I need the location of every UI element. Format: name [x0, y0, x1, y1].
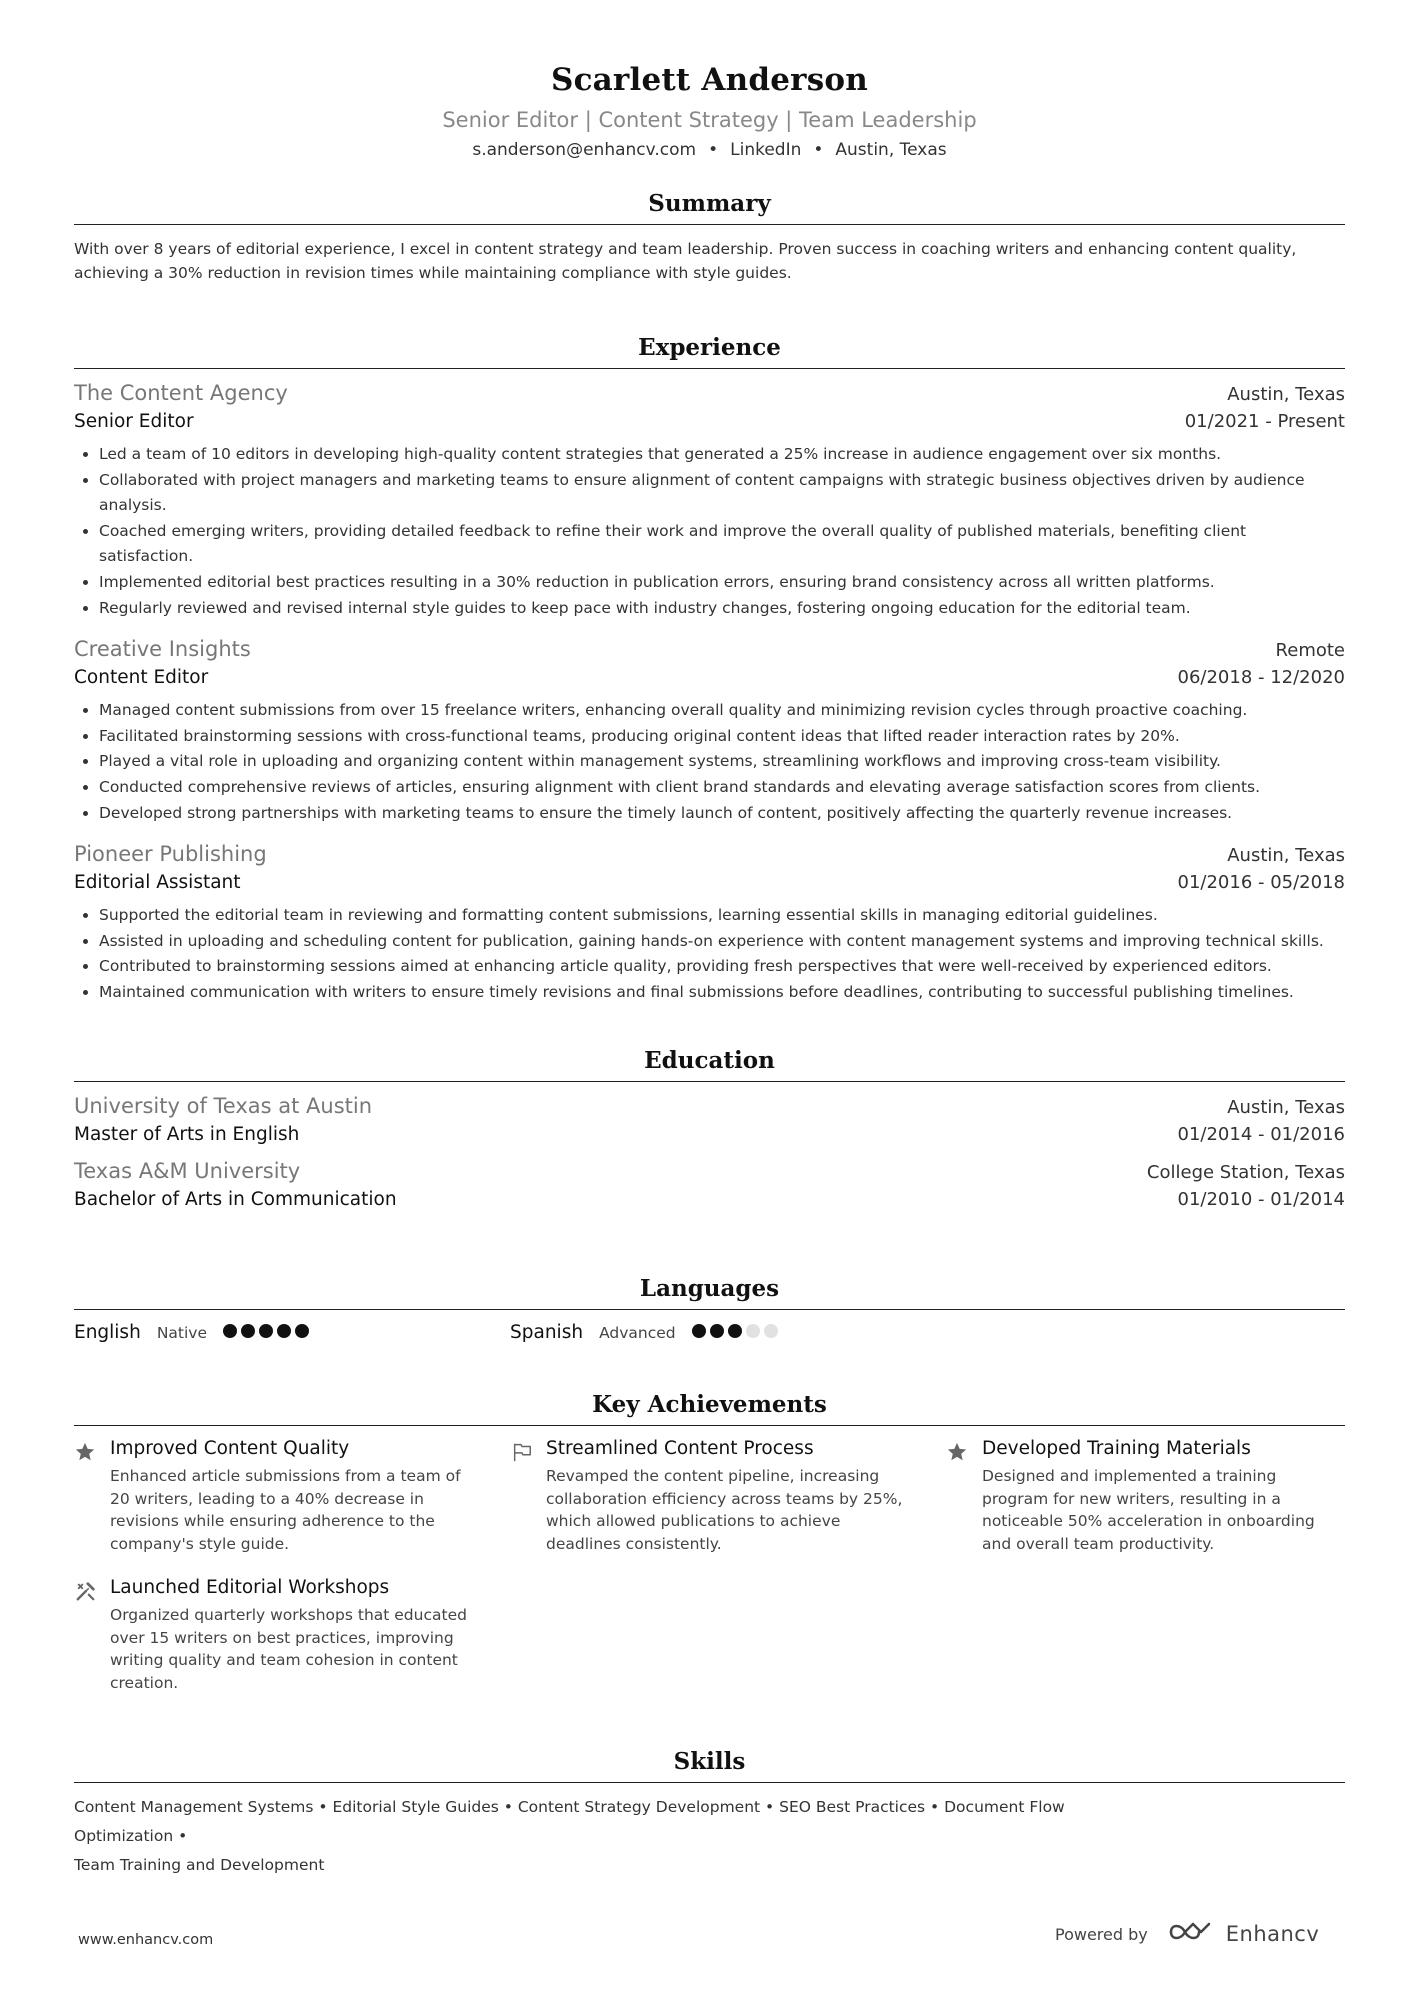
job-header-row	[74, 381, 1345, 405]
education-section	[74, 1047, 1345, 1210]
job-entry	[74, 637, 1345, 826]
degree-name: Bachelor of Arts in Communication	[74, 1189, 397, 1210]
skill-item: Document Flow Optimization	[74, 1798, 1065, 1845]
email-link[interactable]: s.anderson@enhancv.com	[472, 140, 697, 160]
achievement-description: Enhanced article submissions from a team of 20 writers, leading to a 40% decrease in revisions while ensuring adherence to the company's style guide.	[110, 1467, 461, 1553]
language-list	[74, 1322, 1345, 1343]
job-location: Remote	[1275, 640, 1345, 662]
experience-section	[74, 334, 1345, 1006]
rating-dot-filled	[692, 1324, 706, 1338]
achievement-title: Streamlined Content Process	[546, 1438, 814, 1459]
achievement-item	[74, 1438, 510, 1555]
job-company: Creative Insights	[74, 637, 251, 662]
job-header-row	[74, 842, 1345, 866]
job-bullet: • Developed strong partnerships with marketing teams to ensure the timely launch of content, positively affecting the quarterly revenue increases.	[99, 801, 1345, 827]
skill-separator: •	[760, 1798, 780, 1816]
achievement-title: Improved Content Quality	[110, 1438, 350, 1459]
achievement-body	[982, 1438, 1342, 1555]
job-role: Senior Editor	[74, 411, 194, 432]
achievement-item	[74, 1577, 510, 1694]
achievement-description: Organized quarterly workshops that educated over 15 writers on best practices, improving writing quality and team cohesion in content creation.	[110, 1606, 467, 1692]
achievements-title: Key Achievements	[74, 1391, 1345, 1426]
job-bullets	[74, 903, 1345, 1005]
achievement-item	[510, 1438, 946, 1555]
skills-section	[74, 1748, 1345, 1880]
location-text: Austin, Texas	[835, 140, 947, 160]
achievement-body	[546, 1438, 906, 1555]
language-item	[74, 1322, 510, 1343]
languages-title: Languages	[74, 1275, 1345, 1310]
job-bullet: • Regularly reviewed and revised internal style guides to keep pace with industry changes, fostering ongoing education for the editorial team.	[99, 596, 1345, 622]
rating-dot-filled	[728, 1324, 742, 1338]
enhancv-logo-icon	[1168, 1920, 1216, 1948]
candidate-name: Scarlett Anderson	[550, 62, 868, 98]
rating-dot-filled	[241, 1324, 255, 1338]
rating-dot-empty	[764, 1324, 778, 1338]
job-bullet: • Conducted comprehensive reviews of articles, ensuring alignment with client brand standards and elevating average satisfaction scores from clients.	[99, 775, 1345, 801]
rating-dot-filled	[223, 1324, 237, 1338]
job-dates: 06/2018 - 12/2020	[1177, 667, 1345, 689]
education-dates: 01/2014 - 01/2016	[1177, 1124, 1345, 1145]
job-header-row	[74, 637, 1345, 661]
skill-item: Editorial Style Guides	[332, 1798, 499, 1816]
job-entry	[74, 381, 1345, 621]
tools-icon	[74, 1577, 100, 1694]
achievements-section	[74, 1391, 1345, 1694]
rating-dot-filled	[277, 1324, 291, 1338]
summary-section	[74, 190, 1345, 285]
language-name: Spanish	[510, 1322, 584, 1343]
contact-separator: •	[708, 140, 719, 160]
language-name: English	[74, 1322, 141, 1343]
star-icon	[946, 1438, 972, 1555]
job-role-row	[74, 405, 1345, 432]
achievement-list	[74, 1438, 1345, 1694]
job-role-row	[74, 661, 1345, 688]
education-degree-row	[74, 1118, 1345, 1145]
rating-dot-filled	[259, 1324, 273, 1338]
job-bullet: • Contributed to brainstorming sessions aimed at enhancing article quality, providing fresh perspectives that were well-received by experienced editors.	[99, 954, 1345, 980]
footer-website[interactable]: www.enhancv.com	[78, 1932, 214, 1948]
skill-separator: •	[498, 1798, 518, 1816]
experience-title: Experience	[74, 334, 1345, 369]
job-bullet: • Supported the editorial team in reviewing and formatting content submissions, learning essential skills in managing editorial guidelines.	[99, 903, 1345, 929]
skill-separator: •	[313, 1798, 333, 1816]
job-location: Austin, Texas	[1227, 384, 1345, 405]
achievement-title: Launched Editorial Workshops	[110, 1577, 390, 1598]
achievement-title: Developed Training Materials	[982, 1438, 1251, 1459]
footer-branding	[1055, 1920, 1319, 1948]
job-bullets	[74, 698, 1345, 826]
skill-separator: •	[173, 1827, 188, 1845]
skills-title: Skills	[74, 1748, 1345, 1783]
achievement-body	[110, 1438, 470, 1555]
skill-item: Content Management Systems	[74, 1798, 314, 1816]
education-entry	[74, 1094, 1345, 1145]
job-dates: 01/2021 - Present	[1184, 411, 1345, 432]
job-bullet: • Maintained communication with writers to ensure timely revisions and final submissions before deadlines, contributing to successful publishing timelines.	[99, 980, 1345, 1006]
languages-section	[74, 1275, 1345, 1343]
education-degree-row	[74, 1183, 1345, 1210]
flag-icon	[510, 1438, 536, 1555]
language-level: Native	[156, 1324, 207, 1342]
achievement-body	[110, 1577, 470, 1694]
language-level: Advanced	[599, 1324, 676, 1342]
degree-name: Master of Arts in English	[74, 1124, 300, 1145]
school-location: College Station, Texas	[1146, 1162, 1345, 1183]
achievement-item	[946, 1438, 1345, 1555]
skill-item: Team Training and Development	[74, 1856, 325, 1874]
job-role: Content Editor	[74, 667, 209, 689]
job-bullet: • Managed content submissions from over 15 freelance writers, enhancing overall quality and minimizing revision cycles through proactive coaching.	[99, 698, 1345, 724]
job-bullet: • Led a team of 10 editors in developing high-quality content strategies that generated a 25% increase in audience engagement over six months.	[99, 442, 1345, 468]
powered-by-label: Powered by	[1055, 1924, 1148, 1944]
brand-name: Enhancv	[1225, 1922, 1320, 1946]
rating-dot-empty	[746, 1324, 760, 1338]
language-rating	[223, 1324, 309, 1338]
job-role-row	[74, 866, 1345, 893]
language-rating	[692, 1324, 778, 1338]
school-name: University of Texas at Austin	[74, 1094, 373, 1118]
skills-list	[74, 1793, 1154, 1880]
job-bullets	[74, 442, 1345, 621]
skill-separator: •	[925, 1798, 945, 1816]
rating-dot-filled	[710, 1324, 724, 1338]
job-location: Austin, Texas	[1227, 845, 1345, 867]
job-list	[74, 381, 1345, 1006]
resume-header	[74, 0, 1345, 160]
linkedin-link[interactable]: LinkedIn	[730, 140, 802, 160]
summary-text: With over 8 years of editorial experience, I excel in content strategy and team leadership. Proven success in coaching writers and enhancing content quality, achieving a 30% reduction in revision times while maintaining compliance with style guides.	[74, 240, 1297, 282]
school-name: Texas A&M University	[74, 1159, 301, 1183]
candidate-tagline: Senior Editor | Content Strategy | Team Leadership	[442, 108, 977, 132]
education-dates: 01/2010 - 01/2014	[1177, 1189, 1345, 1210]
education-entry	[74, 1159, 1345, 1210]
job-bullet: • Played a vital role in uploading and organizing content within management systems, streamlining workflows and improving cross-team visibility.	[99, 749, 1345, 775]
education-header-row	[74, 1159, 1345, 1183]
summary-title: Summary	[74, 190, 1345, 225]
skill-item: SEO Best Practices	[779, 1798, 926, 1816]
school-location: Austin, Texas	[1227, 1097, 1345, 1118]
job-role: Editorial Assistant	[74, 872, 241, 894]
education-title: Education	[74, 1047, 1345, 1082]
contact-line	[74, 140, 1345, 160]
job-bullet: • Coached emerging writers, providing detailed feedback to refine their work and improve the overall quality of published materials, benefiting client satisfaction.	[99, 519, 1345, 570]
job-entry	[74, 842, 1345, 1005]
star-icon	[74, 1438, 100, 1555]
skill-item: Content Strategy Development	[517, 1798, 761, 1816]
job-dates: 01/2016 - 05/2018	[1177, 872, 1345, 894]
job-bullet: • Implemented editorial best practices resulting in a 30% reduction in publication errors, ensuring brand consistency across all written platforms.	[99, 570, 1345, 596]
language-item	[510, 1322, 946, 1343]
achievement-description: Revamped the content pipeline, increasing collaboration efficiency across teams by 25%, which allowed publications to achieve deadlines consistently.	[546, 1467, 903, 1553]
job-bullet: • Collaborated with project managers and marketing teams to ensure alignment of content campaigns with strategic business objectives driven by audience analysis.	[99, 468, 1345, 519]
education-header-row	[74, 1094, 1345, 1118]
job-company: Pioneer Publishing	[74, 842, 267, 867]
contact-separator: •	[813, 140, 824, 160]
achievement-description: Designed and implemented a training program for new writers, resulting in a noticeable 50% acceleration in onboarding and overall team productivity.	[982, 1467, 1315, 1553]
job-bullet: • Facilitated brainstorming sessions with cross-functional teams, producing original content ideas that lifted reader interaction rates by 20%.	[99, 724, 1345, 750]
education-list	[74, 1094, 1345, 1210]
resume-page	[74, 0, 1345, 1874]
job-bullet: • Assisted in uploading and scheduling content for publication, gaining hands-on experience with content management systems and improving technical skills.	[99, 929, 1345, 955]
job-company: The Content Agency	[74, 381, 288, 405]
rating-dot-filled	[295, 1324, 309, 1338]
